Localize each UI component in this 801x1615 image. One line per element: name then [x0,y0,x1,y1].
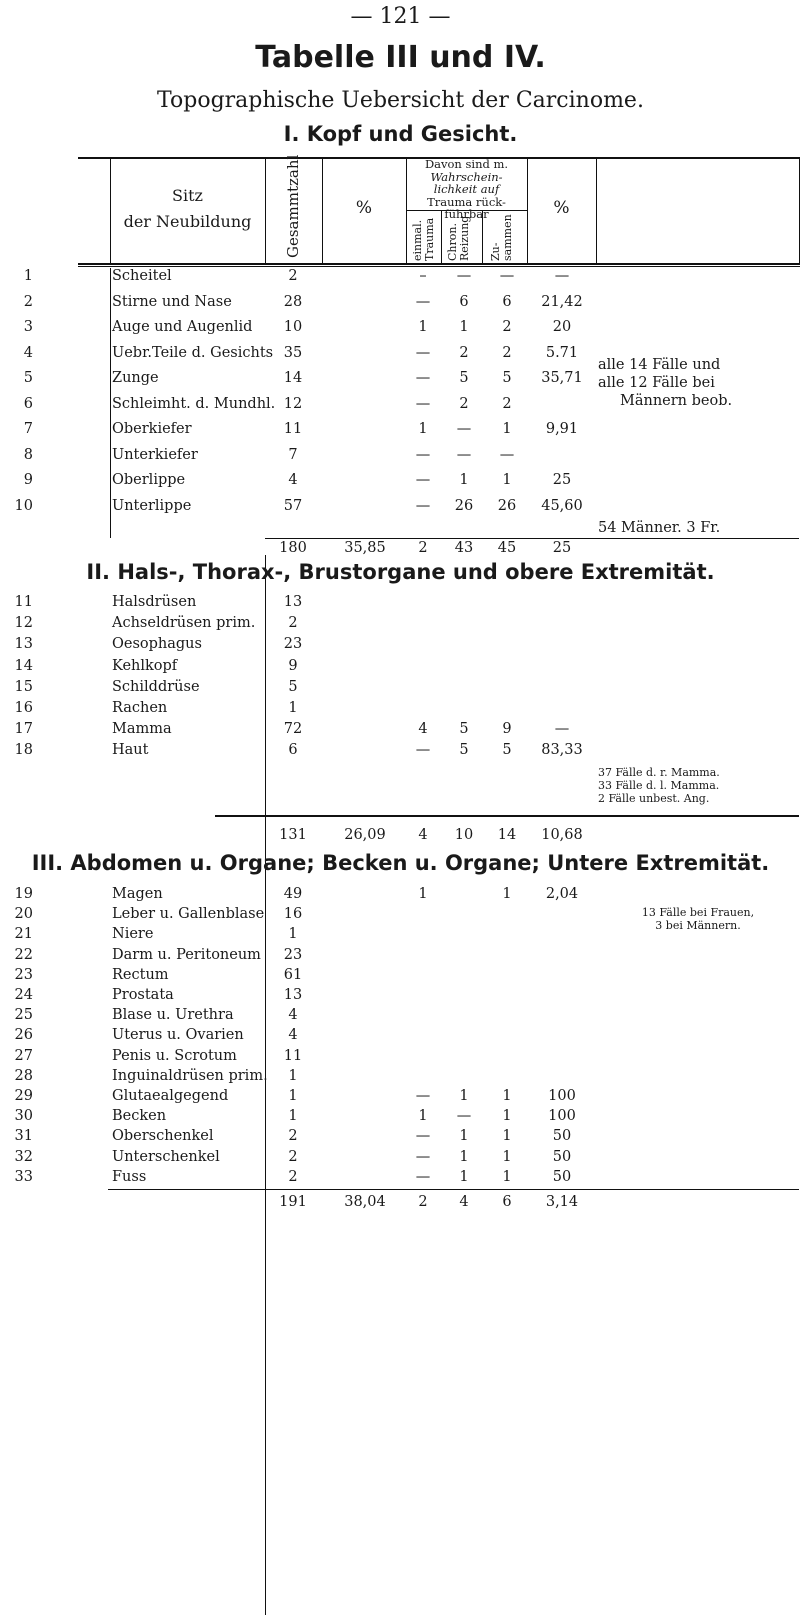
row-total: 11 [283,1047,303,1064]
table-row [0,987,801,1005]
remark-line: 2 Fälle unbest. Ang. [598,792,710,805]
table-row [0,294,801,312]
row-site-name: Uebr.Teile d. Gesichts [112,344,274,361]
row-chron-reizung: 1 [459,1148,469,1165]
header-davon-line1: Davon sind m. [424,157,509,171]
row-number: 2 [23,293,33,310]
row-chron-reizung: 2 [459,344,469,361]
row-percent: 35,71 [541,370,583,386]
sum-zusammen: 6 [502,1194,512,1210]
row-number: 30 [14,1108,33,1125]
sum-zusammen: 45 [497,540,517,556]
row-total: 4 [288,1027,298,1044]
sum-percent-2: 10,68 [541,827,583,843]
row-site-name: Inguinaldrüsen prim. [112,1067,268,1084]
section-2-remark [598,766,720,805]
row-percent: 25 [552,472,572,488]
row-percent: 50 [552,1128,572,1145]
row-zusammen: 9 [502,721,512,738]
row-total: 1 [288,1067,298,1084]
row-site-name: Oesophagus [112,636,202,653]
section-1-sum-row [0,540,801,558]
row-einmal-trauma: 1 [418,319,428,335]
row-chron-reizung: 1 [459,319,469,335]
section-heading-3: III. Abdomen u. Organe; Becken u. Organe; Untere Extremität. [31,851,770,875]
row-percent: — [554,268,570,284]
row-total: 28 [283,293,303,310]
row-total: 2 [288,1148,298,1165]
row-chron-reizung: 5 [459,370,469,386]
row-einmal-trauma: — [415,472,431,488]
page-subtitle: Topographische Uebersicht der Carcinome. [157,88,644,113]
row-number: 29 [14,1088,33,1104]
row-total: 12 [283,395,303,412]
header-einmal-trauma: einmal. Trauma [411,217,436,261]
row-site-name: Unterkiefer [112,446,198,463]
sum-total: 180 [279,540,307,556]
row-zusammen: 1 [502,1128,512,1145]
row-site-name: Uterus u. Ovarien [112,1027,244,1044]
row-number: 14 [14,657,33,674]
row-total: 23 [283,946,303,963]
row-zusammen: 1 [502,1168,512,1185]
row-total: 23 [283,636,303,653]
table-row [0,742,801,760]
row-site-name: Stirne und Nase [112,293,232,310]
row-number: 8 [23,446,33,463]
sum-chron-reizung: 43 [454,540,474,556]
header-gesammtzahl: Gesammtzahl [284,154,302,258]
table-row [0,472,801,490]
row-chron-reizung: 2 [459,395,469,412]
row-total: 61 [283,966,303,983]
row-percent: 21,42 [541,293,583,310]
row-chron-reizung: 1 [459,1128,469,1145]
row-total: 72 [283,721,303,738]
row-zusammen: 1 [502,1108,512,1125]
row-number: 16 [14,700,33,716]
row-site-name: Haut [112,742,149,759]
row-total: 57 [283,497,303,514]
table-row [0,1088,801,1106]
row-number: 19 [14,886,33,902]
row-einmal-trauma: — [415,395,431,412]
col-line [265,159,266,263]
row-site-name: Rachen [112,700,168,716]
table-row [0,886,801,904]
table-row [0,319,801,337]
section-2-sum-row [0,827,801,845]
row-chron-reizung: 1 [459,472,469,488]
table-row [0,1128,801,1146]
section-2-sum-rule [215,815,799,817]
row-number: 15 [14,678,33,695]
row-total: 6 [288,742,298,759]
row-number: 31 [14,1128,33,1145]
row-site-name: Unterlippe [112,497,192,514]
row-total: 1 [288,1108,298,1125]
row-number: 12 [14,615,33,632]
row-site-name: Oberkiefer [112,421,192,437]
header-davon-line4: Trauma rück- [427,194,506,209]
row-number: 10 [14,497,33,514]
row-percent: 50 [552,1168,572,1185]
row-total: 2 [288,615,298,632]
row-site-name: Auge und Augenlid [112,319,253,335]
row-zusammen: 1 [502,421,512,437]
row-chron-reizung: 5 [459,742,469,759]
row-number: 23 [14,966,33,983]
row-total: 1 [288,1088,298,1104]
table-row [0,421,801,439]
row-site-name: Halsdrüsen [112,594,197,610]
row-chron-reizung: — [456,421,472,437]
table-row [0,700,801,718]
row-total: 1 [288,926,298,943]
table-row [0,498,801,516]
page-number: — 121 — [350,4,451,29]
row-percent: 83,33 [541,742,583,759]
row-number: 20 [14,906,33,923]
table-row [0,1068,801,1086]
row-einmal-trauma: 1 [418,421,428,437]
row-total: 13 [283,594,303,610]
row-einmal-trauma: — [415,446,431,463]
row-site-name: Becken [112,1108,167,1125]
row-site-name: Fuss [112,1168,147,1185]
sum-chron-reizung: 4 [459,1194,469,1210]
row-total: 9 [288,657,298,674]
header-davon-line5: führbar [444,207,489,221]
sum-einmal-trauma: 4 [418,827,428,843]
row-site-name: Magen [112,886,163,902]
row-number: 11 [14,594,33,610]
row-site-name: Mamma [112,721,172,738]
row-site-name: Schleimht. d. Mundhl. [112,395,276,412]
row-number: 22 [14,946,33,963]
row-einmal-trauma: 1 [418,886,428,902]
row-percent: 5.71 [545,344,579,361]
sum-einmal-trauma: 2 [418,540,428,556]
row-percent: 100 [548,1108,576,1125]
row-percent: 45,60 [541,497,583,514]
table-row [0,615,801,633]
row-einmal-trauma: — [415,370,431,386]
table-row [0,721,801,739]
row-total: 10 [283,319,303,335]
row-number: 13 [14,636,33,653]
row-percent: 2,04 [545,886,579,902]
row-site-name: Kehlkopf [112,657,178,674]
row-zusammen: 5 [502,742,512,759]
row-number: 3 [23,319,33,335]
row-chron-reizung: 1 [459,1088,469,1104]
header-sitz-line1: Sitz [172,186,203,205]
row-zusammen: 5 [502,370,512,386]
col-line [799,159,800,263]
header-sitz-line2: der Neubildung [123,212,252,231]
sum-total: 131 [279,827,307,843]
row-number: 1 [23,268,33,284]
row-einmal-trauma: — [415,1088,431,1104]
row-site-name: Prostata [112,987,174,1003]
row-number: 6 [23,395,33,412]
row-site-name: Niere [112,926,154,943]
table-row [0,636,801,654]
row-total: 5 [288,678,298,695]
row-total: 2 [288,1168,298,1185]
row-number: 28 [14,1067,33,1084]
row-zusammen: 2 [502,319,512,335]
row-chron-reizung: — [456,446,472,463]
row-chron-reizung: — [456,1108,472,1125]
header-davon-line3: lichkeit auf [433,182,500,196]
sum-zusammen: 14 [497,827,517,843]
header-sitz [110,183,265,235]
row-chron-reizung: 1 [459,1168,469,1185]
row-einmal-trauma: 4 [418,721,428,738]
row-einmal-trauma: — [415,1128,431,1145]
row-einmal-trauma: 1 [418,1108,428,1125]
section-3-remark [598,906,798,932]
header-bottom-rule [78,263,800,265]
row-zusammen: 1 [502,1148,512,1165]
table-row [0,1169,801,1187]
header-percent-2: % [553,198,570,218]
table-row [0,268,801,286]
section-3-sum-row [0,1194,801,1212]
row-site-name: Blase u. Urethra [112,1007,234,1024]
section-1-remark [598,356,732,410]
sum-percent-2: 25 [552,540,572,556]
sum-percent-2: 3,14 [545,1194,579,1210]
row-einmal-trauma: — [415,1148,431,1165]
section-1-sum-rule [265,538,799,539]
row-percent: 100 [548,1088,576,1104]
header-bottom-rule-2 [78,266,800,267]
row-number: 4 [23,344,33,361]
row-einmal-trauma: – [419,268,427,284]
row-total: 14 [283,370,303,386]
row-einmal-trauma: — [415,1168,431,1185]
row-zusammen: 1 [502,472,512,488]
row-total: 13 [283,987,303,1003]
row-site-name: Unterschenkel [112,1148,220,1165]
table-row [0,967,801,985]
remark-line: 3 bei Männern. [655,919,741,932]
row-total: 11 [283,421,303,437]
row-chron-reizung: 26 [454,497,474,514]
row-number: 25 [14,1007,33,1024]
row-number: 26 [14,1027,33,1044]
header-zusammen: Zu- sammen [489,214,514,261]
remark-line: 13 Fälle bei Frauen, [641,906,755,919]
table-row [0,1027,801,1045]
row-number: 17 [14,721,33,738]
row-site-name: Zunge [112,370,159,386]
row-number: 7 [23,421,33,437]
row-zusammen: 2 [502,344,512,361]
row-total: 2 [288,268,298,284]
row-total: 49 [283,886,303,902]
row-zusammen: 1 [502,886,512,902]
row-einmal-trauma: — [415,293,431,310]
row-total: 4 [288,472,298,488]
row-zusammen: 26 [497,497,517,514]
row-total: 35 [283,344,303,361]
table-row [0,658,801,676]
row-percent: 50 [552,1148,572,1165]
row-number: 24 [14,987,33,1003]
row-percent: 9,91 [545,421,579,437]
row-site-name: Penis u. Scrotum [112,1047,237,1064]
table-row [0,1048,801,1066]
table-row [0,594,801,612]
header-davon-line2: Wahrschein- [430,169,503,184]
row-site-name: Schilddrüse [112,678,200,695]
col-line [596,159,597,263]
row-site-name: Darm u. Peritoneum [112,946,261,963]
row-number: 32 [14,1148,33,1165]
row-einmal-trauma: — [415,344,431,361]
section-heading-1: I. Kopf und Gesicht. [283,122,518,146]
remark-line: 37 Fälle d. r. Mamma. [598,766,720,779]
row-site-name: Rectum [112,966,169,983]
remark-line: alle 12 Fälle bei [598,375,715,391]
row-zusammen: 6 [502,293,512,310]
row-number: 21 [14,926,33,943]
row-percent: — [554,721,570,738]
table-row [0,1108,801,1126]
row-site-name: Scheitel [112,268,172,284]
row-total: 1 [288,700,298,716]
row-zusammen: — [499,268,515,284]
row-site-name: Oberlippe [112,472,186,488]
row-number: 9 [23,472,33,488]
sum-total: 191 [279,1194,307,1210]
row-number: 33 [14,1168,33,1185]
row-total: 4 [288,1007,298,1024]
sum-chron-reizung: 10 [454,827,474,843]
row-chron-reizung: 5 [459,721,469,738]
page-title: Tabelle III und IV. [255,40,546,75]
table-row [0,1149,801,1167]
row-number: 18 [14,742,33,759]
remark-line: Männern beob. [620,393,733,409]
remark-line: 33 Fälle d. l. Mamma. [598,779,720,792]
table-row [0,447,801,465]
header-percent-1: % [355,198,373,218]
header-chron-reizung: Chron. Reizung [446,215,471,261]
row-total: 2 [288,1128,298,1145]
row-zusammen: — [499,446,515,463]
row-zusammen: 2 [502,395,512,412]
row-number: 27 [14,1047,33,1064]
row-einmal-trauma: — [415,497,431,514]
row-chron-reizung: 6 [459,293,469,310]
table-row [0,679,801,697]
sum-einmal-trauma: 2 [418,1194,428,1210]
row-total: 16 [283,906,303,923]
table-row [0,947,801,965]
row-chron-reizung: — [456,268,472,284]
row-percent: 20 [552,319,572,335]
row-total: 7 [288,446,298,463]
sum-percent: 38,04 [344,1194,386,1210]
row-site-name: Leber u. Gallenblase [112,906,265,923]
row-zusammen: 1 [502,1088,512,1104]
row-site-name: Oberschenkel [112,1128,214,1145]
section-3-sum-rule [108,1189,799,1190]
row-number: 5 [23,370,33,386]
section-heading-2: II. Hals-, Thorax-, Brustorgane und obere Extremität. [86,560,715,584]
sum-percent: 35,85 [344,540,386,556]
row-site-name: Glutaealgegend [112,1088,229,1104]
table-row [0,1007,801,1025]
sum-percent: 26,09 [344,827,386,843]
row-einmal-trauma: — [415,742,431,759]
remark-line: alle 14 Fälle und [598,357,721,373]
row-site-name: Achseldrüsen prim. [112,615,256,632]
section-1-remark-last: 54 Männer. 3 Fr. [598,520,721,536]
